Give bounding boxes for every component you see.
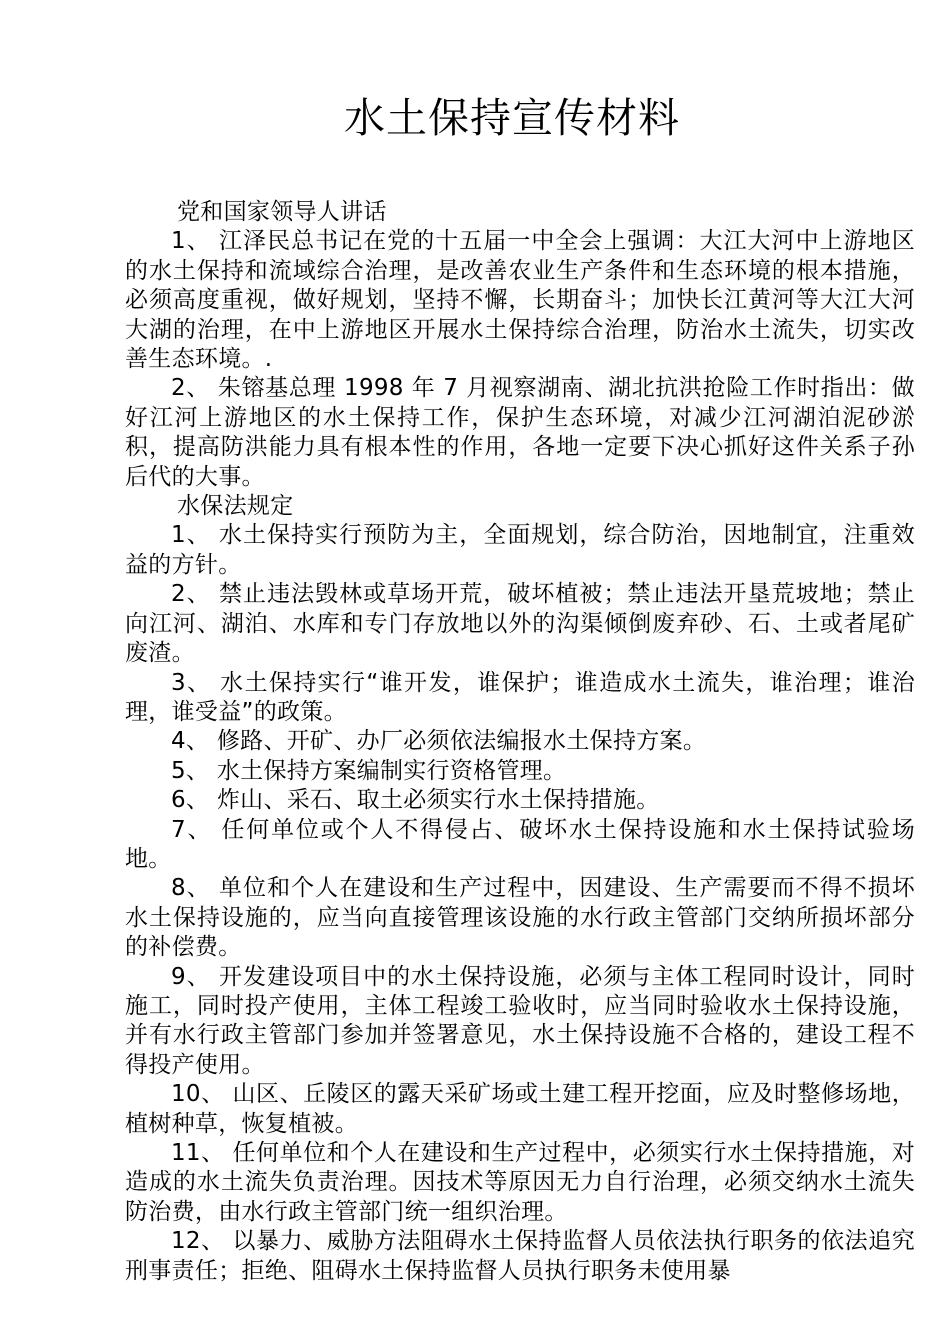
document-body xyxy=(125,198,915,1286)
paragraph: 9、 开发建设项目中的水土保持设施，必须与主体工程同时设计，同时施工，同时投产使用，主体工程竣工验收时，应当同时验收水土保持设施，并有水行政主管部门参加并签署意见，水土保持设施不合格的，建设工程不得投产使用。 xyxy=(125,963,915,1078)
paragraph: 12、 以暴力、威胁方法阻碍水土保持监督人员依法执行职务的依法追究刑事责任；拒绝、阻碍水土保持监督人员执行职务未使用暴 xyxy=(125,1228,915,1284)
page-title: 水土保持宣传材料 xyxy=(344,94,680,142)
section-heading-law: 水保法规定 xyxy=(177,493,294,520)
paragraph: 7、 任何单位或个人不得侵占、破坏水土保持设施和水土保持试验场地。 xyxy=(125,816,915,872)
paragraph: 5、 水土保持方案编制实行资格管理。 xyxy=(171,757,567,784)
paragraph: 3、 水土保持实行“谁开发，谁保护；谁造成水土流失，谁治理；谁治理，谁受益”的政策。 xyxy=(125,669,915,725)
paragraph: 10、 山区、丘陵区的露天采矿场或土建工程开挖面，应及时整修场地，植树种草，恢复植被。 xyxy=(125,1081,915,1137)
paragraph: 2、 朱镕基总理 1998 年 7 月视察湖南、湖北抗洪抢险工作时指出：做好江河上游地区的水土保持工作，保护生态环境，对减少江河湖泊泥砂淤积，提高防洪能力具有根本性的作用，各地一定要下决心抓好这件关系子孙后代的大事。 xyxy=(125,375,915,490)
paragraph: 1、 江泽民总书记在党的十五届一中全会上强调：大江大河中上游地区的水土保持和流域综合治理，是改善农业生产条件和生态环境的根本措施，必须高度重视，做好规划，坚持不懈，长期奋斗；加快长江黄河等大江大河大湖的治理，在中上游地区开展水土保持综合治理，防治水土流失，切实改善生态环境。. xyxy=(125,228,915,373)
paragraph: 6、 炸山、采石、取土必须实行水土保持措施。 xyxy=(171,787,660,814)
section-heading-leaders: 党和国家领导人讲话 xyxy=(177,199,387,225)
paragraph: 2、 禁止违法毁林或草场开荒，破坏植被；禁止违法开垦荒坡地；禁止向江河、湖泊、水库和专门存放地以外的沟渠倾倒废弃砂、石、土或者尾矿废渣。 xyxy=(125,581,915,667)
paragraph: 8、 单位和个人在建设和生产过程中，因建设、生产需要而不得不损坏水土保持设施的，应当向直接管理该设施的水行政主管部门交纳所损坏部分的补偿费。 xyxy=(125,875,915,961)
paragraph: 1、 水土保持实行预防为主，全面规划，综合防治，因地制宜，注重效益的方针。 xyxy=(125,522,915,578)
paragraph: 11、 任何单位和个人在建设和生产过程中，必须实行水土保持措施，对造成的水土流失负责治理。因技术等原因无力自行治理，必须交纳水土流失防治费，由水行政主管部门统一组织治理。 xyxy=(125,1140,915,1225)
paragraph: 4、 修路、开矿、办厂必须依法编报水土保持方案。 xyxy=(171,728,707,755)
